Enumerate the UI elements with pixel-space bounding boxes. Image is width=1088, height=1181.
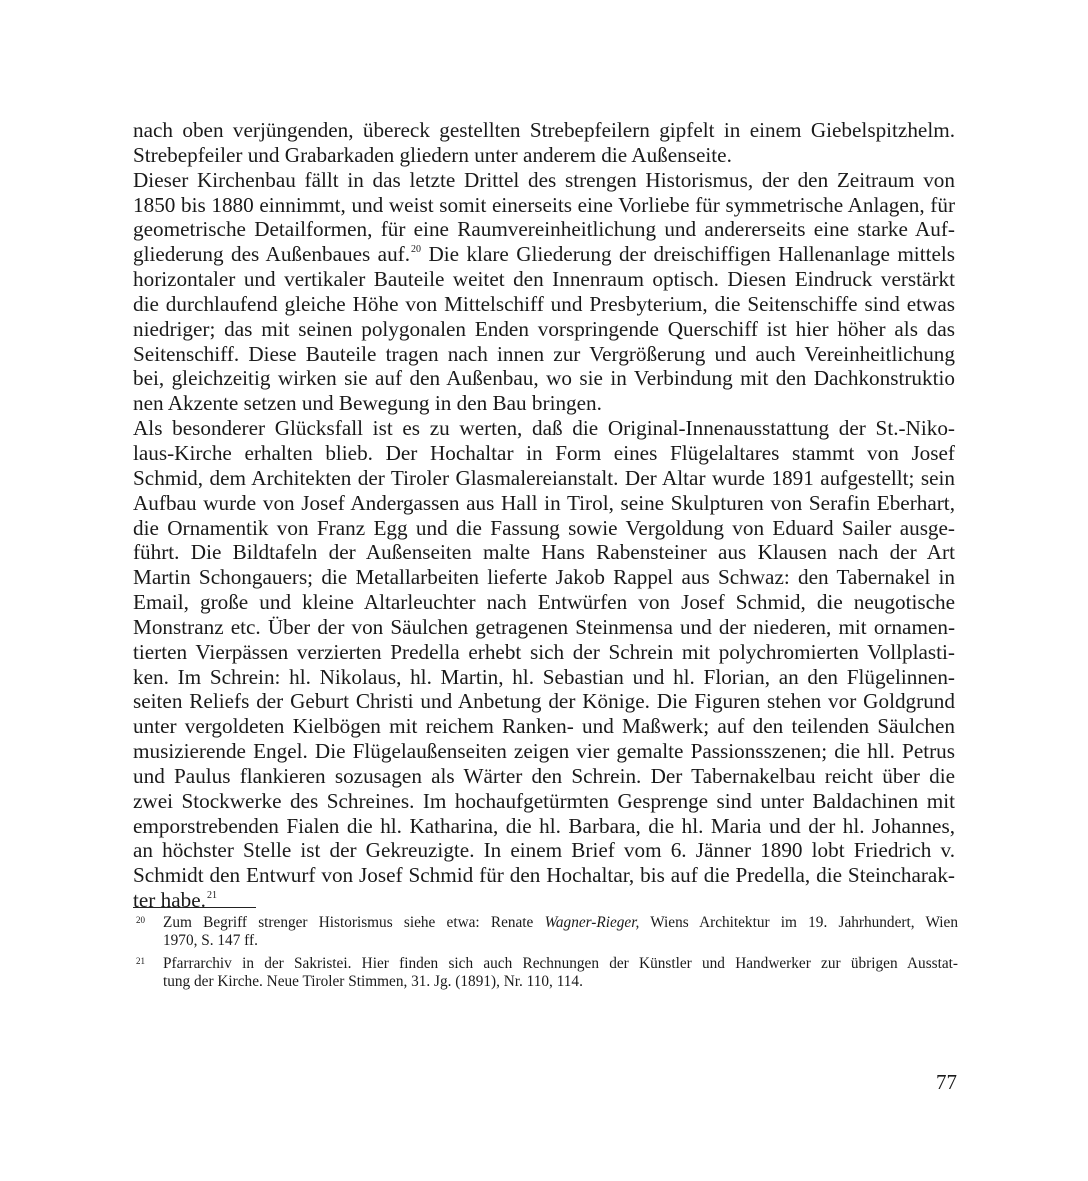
- text-fragment: ter habe.: [133, 888, 206, 913]
- text-line: Seitenschiff. Diese Bauteile tragen nach innen zur Vergrößerung und auch Vereinheitlichung: [133, 341, 955, 366]
- text-line: nen Akzente setzen und Bewegung in den Bau bringen.: [133, 391, 602, 416]
- body-text: [133, 118, 955, 913]
- text-line: Aufbau wurde von Josef Andergassen aus Hall in Tirol, seine Skulpturen von Serafin Eberhart,: [133, 490, 955, 515]
- text-fragment: Zum Begriff strenger Historismus siehe etwa: Renate: [163, 914, 545, 931]
- text-fragment: Die klare Gliederung der dreischiffigen Hallenanlage mittels: [428, 242, 955, 267]
- footnote-ref-20[interactable]: 20: [411, 244, 422, 256]
- text-line: Dieser Kirchenbau fällt in das letzte Drittel des strengen Historismus, der den Zeitraum von: [133, 167, 955, 192]
- text-line: zwei Stockwerke des Schreines. Im hochaufgetürmten Gesprenge sind unter Baldachinen mit: [133, 788, 955, 813]
- paragraph-3: [133, 416, 955, 913]
- text-line: 1850 bis 1880 einnimmt, und weist somit einerseits eine Vorliebe für symmetrische Anlagen, für: [133, 192, 955, 217]
- footnote-line: Pfarrarchiv in der Sakristei. Hier finden sich auch Rechnungen der Künstler und Handwerker zur übrigen Ausstat-: [163, 955, 958, 972]
- text-line: Email, große und kleine Altarleuchter nach Entwürfen von Josef Schmid, die neugotische: [133, 590, 955, 615]
- footnote-line: 1970, S. 147 ff.: [163, 932, 258, 949]
- text-line: horizontaler und vertikaler Bauteile weitet den Innenraum optisch. Diesen Eindruck verstärkt: [133, 267, 955, 292]
- text-line: die Ornamentik von Franz Egg und die Fassung sowie Vergoldung von Eduard Sailer ausge-: [133, 515, 955, 540]
- text-line: und Paulus flankieren sozusagen als Wärter den Schrein. Der Tabernakelbau reicht über die: [133, 763, 955, 788]
- text-line: musizierende Engel. Die Flügelaußenseiten zeigen vier gemalte Passionsszenen; die hll. Petrus: [133, 739, 955, 764]
- text-line: Schmidt den Entwurf von Josef Schmid für den Hochaltar, bis auf die Predella, die Steincharak-: [133, 863, 955, 888]
- text-line: die durchlaufend gleiche Höhe von Mittelschiff und Presbyterium, die Seitenschiffe sind etwas: [133, 291, 955, 316]
- text-line: Monstranz etc. Über der von Säulchen getragenen Steinmensa und der niederen, mit ornamen-: [133, 614, 955, 639]
- text-line: emporstrebenden Fialen die hl. Katharina, die hl. Barbara, die hl. Maria und der hl. Johannes,: [133, 813, 955, 838]
- text-line: an höchster Stelle ist der Gekreuzigte. In einem Brief vom 6. Jänner 1890 lobt Friedrich v.: [133, 838, 955, 863]
- footnote-number: 20: [136, 915, 145, 925]
- paragraph-2: [133, 168, 955, 416]
- text-line: [133, 242, 955, 267]
- footnote-divider: [133, 907, 256, 908]
- text-line: führt. Die Bildtafeln der Außenseiten malte Hans Rabensteiner aus Klausen nach der Art: [133, 540, 955, 565]
- footnote-20: [133, 914, 958, 950]
- text-line: Martin Schongauers; die Metallarbeiten lieferte Jakob Rappel aus Schwaz: den Tabernakel in: [133, 565, 955, 590]
- text-line: bei, gleichzeitig wirken sie auf den Außenbau, wo sie in Verbindung mit den Dachkonstruktio: [133, 366, 955, 391]
- page-number: 77: [936, 1070, 957, 1094]
- text-line: niedriger; das mit seinen polygonalen Enden vorspringende Querschiff ist hier höher als das: [133, 316, 955, 341]
- text-line: geometrische Detailformen, für eine Raumvereinheitlichung und andererseits eine starke Auf-: [133, 217, 955, 242]
- footnotes: [133, 914, 958, 996]
- paragraph-1: [133, 118, 955, 168]
- footnote-line: tung der Kirche. Neue Tiroler Stimmen, 31. Jg. (1891), Nr. 110, 114.: [163, 973, 583, 990]
- text-line: [133, 888, 955, 913]
- text-fragment: gliederung des Außenbaues auf.: [133, 242, 411, 267]
- text-line: ken. Im Schrein: hl. Nikolaus, hl. Martin, hl. Sebastian und hl. Florian, an den Flügelinnen-: [133, 664, 955, 689]
- footnote-text: [163, 914, 958, 950]
- footnote-21: [133, 955, 958, 991]
- text-line: laus-Kirche erhalten blieb. Der Hochaltar in Form eines Flügelaltares stammt von Josef: [133, 440, 955, 465]
- text-line: Schmid, dem Architekten der Tiroler Glasmalereianstalt. Der Altar wurde 1891 aufgestellt; sein: [133, 465, 955, 490]
- text-line: tierten Vierpässen verzierten Predella erhebt sich der Schrein mit polychromierten Vollplasti-: [133, 639, 955, 664]
- footnote-ref-21[interactable]: 21: [206, 890, 217, 902]
- text-line: Als besonderer Glücksfall ist es zu werten, daß die Original-Innenausstattung der St.-Niko-: [133, 416, 955, 441]
- text-line: seiten Reliefs der Geburt Christi und Anbetung der Könige. Die Figuren stehen vor Goldgrund: [133, 689, 955, 714]
- text-fragment: Wiens Architektur im 19. Jahrhundert, Wien: [639, 914, 958, 931]
- footnote-number: 21: [136, 956, 145, 966]
- text-line: Strebepfeiler und Grabarkaden gliedern unter anderem die Außenseite.: [133, 142, 732, 167]
- author-name: Wagner-Rieger,: [544, 914, 640, 931]
- footnote-line: [163, 914, 958, 932]
- text-line: unter vergoldeten Kielbögen mit reichem Ranken- und Maßwerk; auf den teilenden Säulchen: [133, 714, 955, 739]
- footnote-text: [163, 955, 958, 991]
- text-line: nach oben verjüngenden, übereck gestellten Strebepfeilern gipfelt in einem Giebelspitzhelm.: [133, 118, 955, 142]
